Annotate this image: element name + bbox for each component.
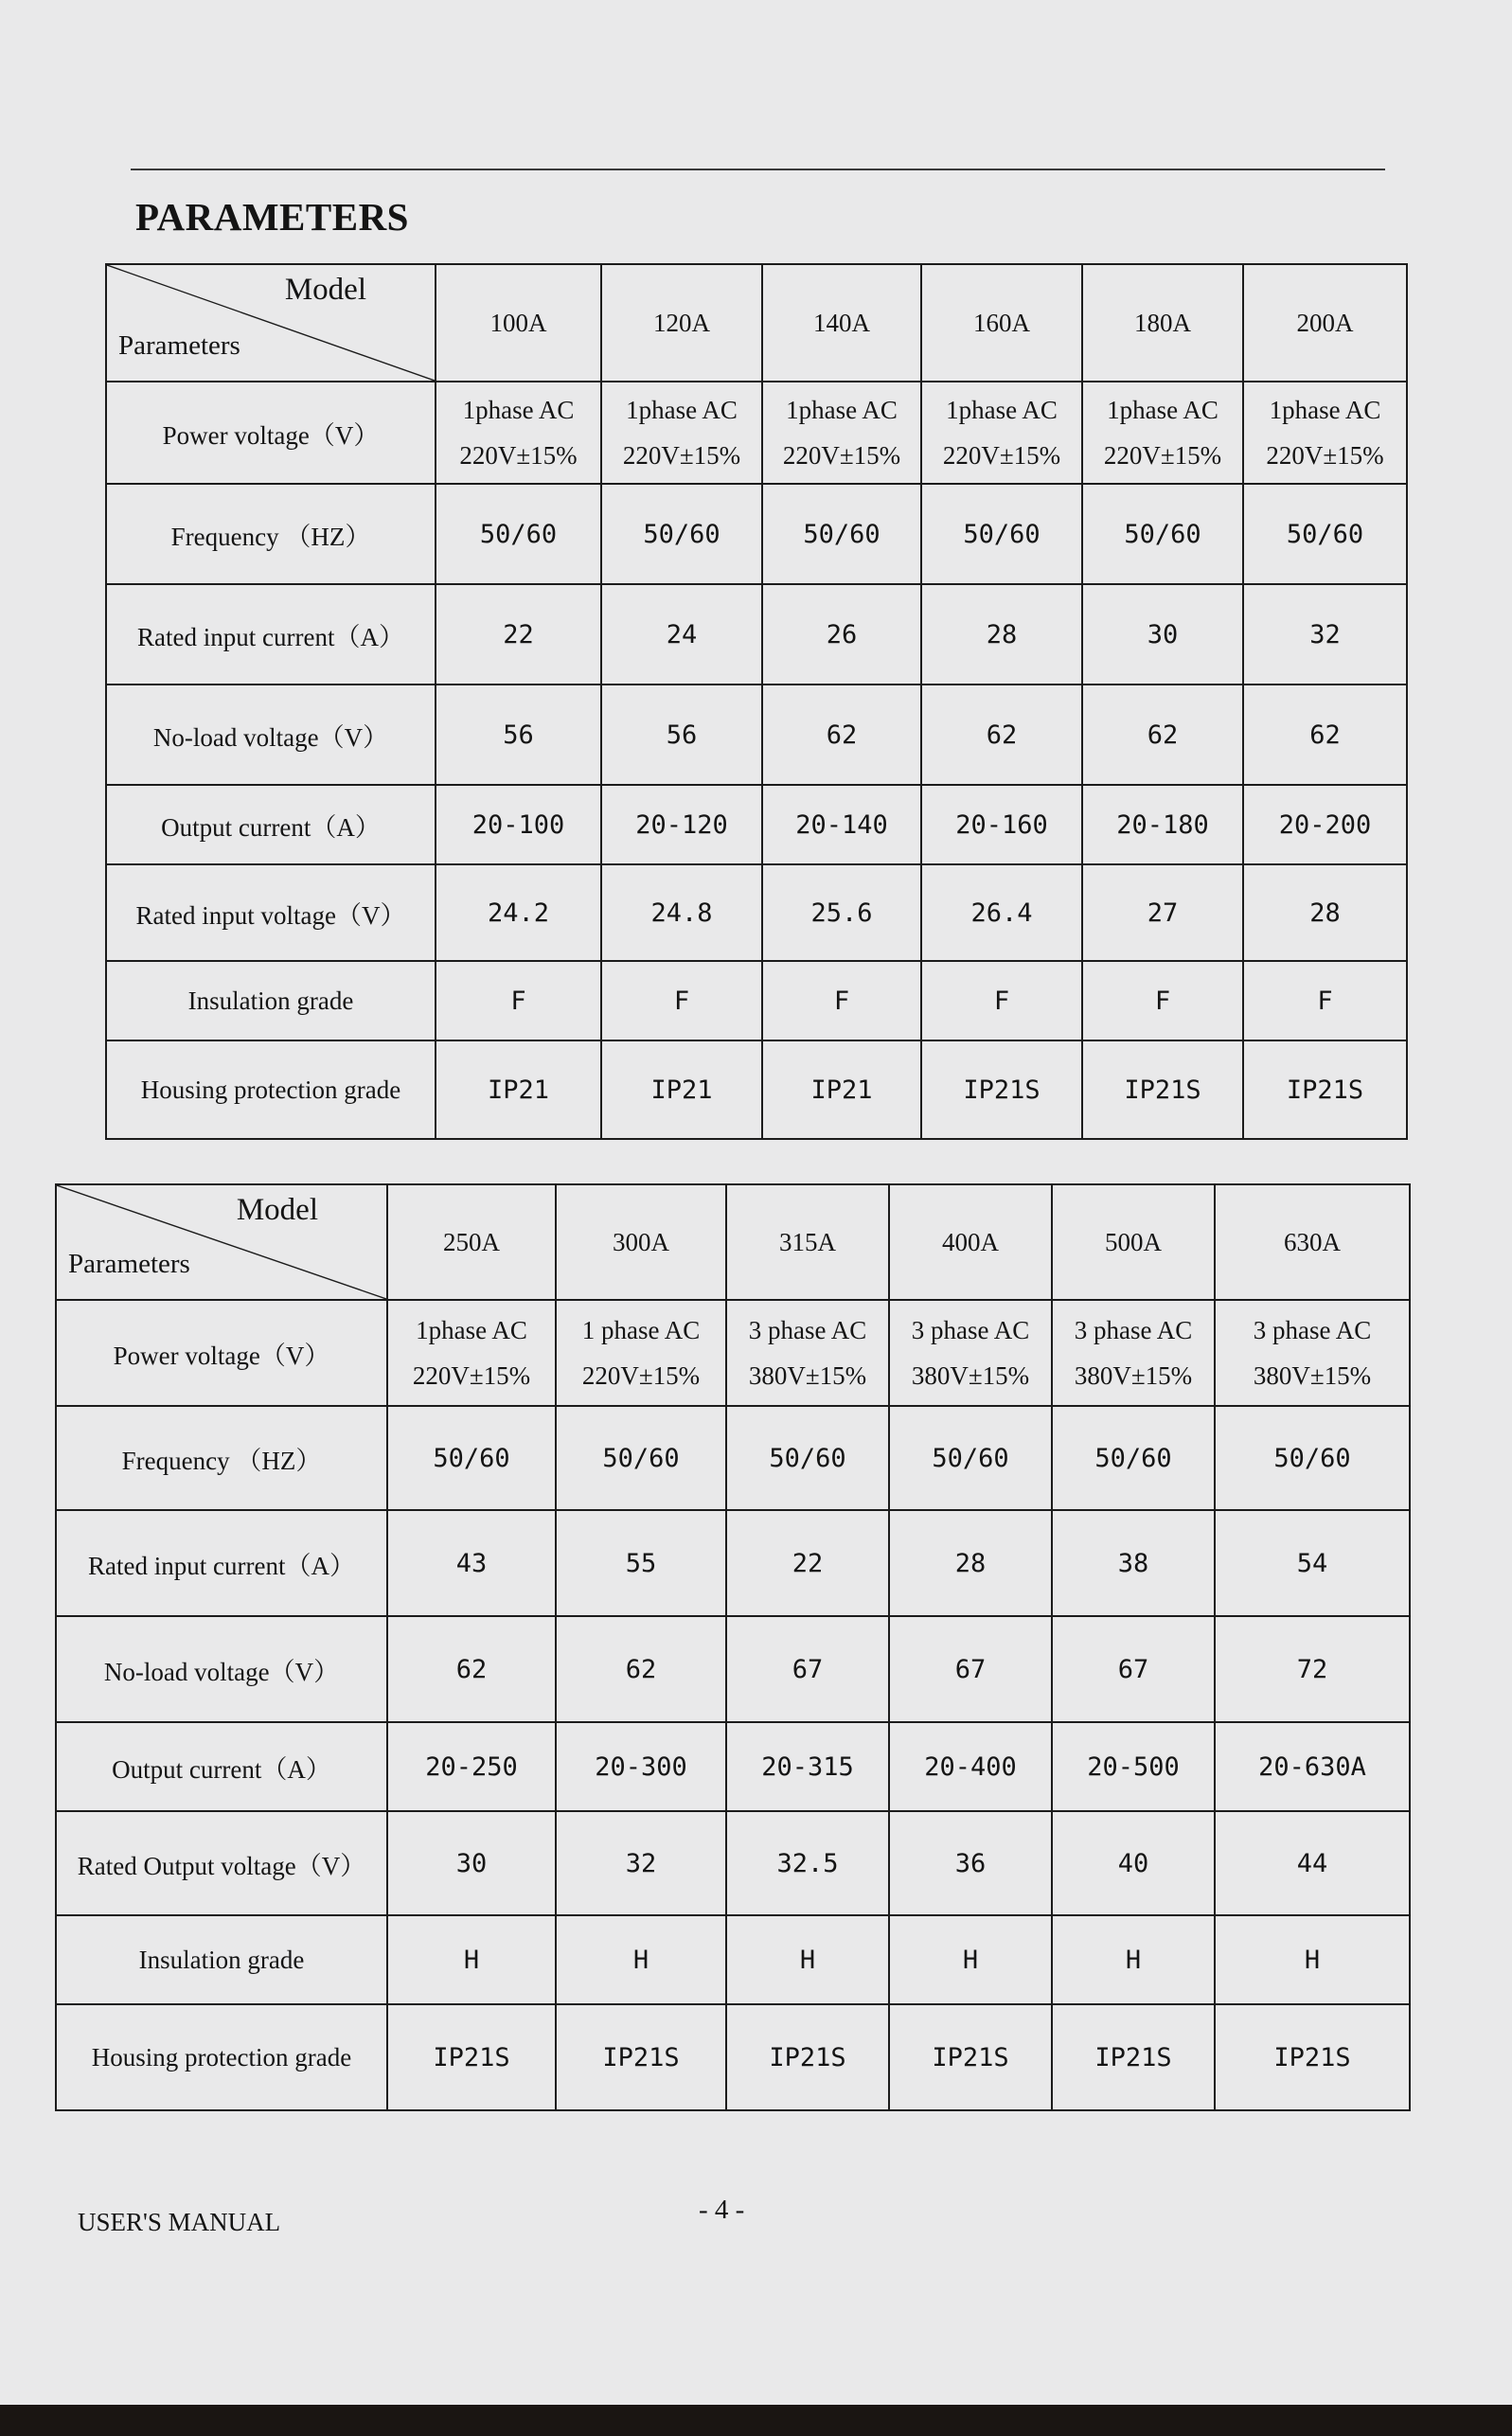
table-row bbox=[56, 1300, 1410, 1406]
phase-text: 1phase AC bbox=[1107, 395, 1218, 424]
power-voltage-cell bbox=[556, 1300, 726, 1406]
value-cell: 67 bbox=[1052, 1616, 1215, 1722]
model-header-cell: 500A bbox=[1052, 1184, 1215, 1300]
row-label-cell: Insulation grade bbox=[106, 961, 436, 1040]
header-corner-cell bbox=[56, 1184, 387, 1300]
phase-text: 1phase AC bbox=[626, 395, 738, 424]
value-cell: 32.5 bbox=[726, 1811, 889, 1915]
value-cell: 67 bbox=[889, 1616, 1052, 1722]
table-row bbox=[56, 1616, 1410, 1722]
model-header-cell: 300A bbox=[556, 1184, 726, 1300]
row-label-cell: No-load voltage（V） bbox=[106, 685, 436, 785]
value-cell: F bbox=[1082, 961, 1243, 1040]
table-row bbox=[106, 785, 1407, 864]
footer-manual-label: USER'S MANUAL bbox=[78, 2208, 281, 2236]
phase-text: 1phase AC bbox=[946, 395, 1058, 424]
voltage-range-text: 220V±15% bbox=[942, 441, 1061, 470]
value-cell: H bbox=[889, 1915, 1052, 2004]
header-row bbox=[106, 264, 1407, 382]
value-cell: IP21S bbox=[1052, 2004, 1215, 2110]
parameters-table-1 bbox=[105, 263, 1408, 1140]
voltage-range-text: 220V±15% bbox=[412, 1361, 531, 1390]
value-cell: 26.4 bbox=[921, 864, 1082, 961]
power-voltage-cell bbox=[889, 1300, 1052, 1406]
model-header-cell: 120A bbox=[601, 264, 762, 382]
header-model-label: Model bbox=[284, 273, 366, 307]
table-row bbox=[106, 864, 1407, 961]
footer-page-number: - 4 - bbox=[699, 2195, 745, 2225]
model-header-cell: 140A bbox=[762, 264, 921, 382]
row-label-cell: No-load voltage（V） bbox=[56, 1616, 387, 1722]
voltage-range-text: 380V±15% bbox=[1253, 1361, 1372, 1390]
diagonal-divider bbox=[107, 265, 435, 381]
value-cell: H bbox=[1215, 1915, 1410, 2004]
value-cell: IP21S bbox=[889, 2004, 1052, 2110]
value-cell: 32 bbox=[556, 1811, 726, 1915]
value-cell: 25.6 bbox=[762, 864, 921, 961]
value-cell: F bbox=[1243, 961, 1407, 1040]
power-voltage-cell bbox=[921, 382, 1082, 484]
header-corner-cell bbox=[106, 264, 436, 382]
value-cell: H bbox=[556, 1915, 726, 2004]
phase-text: 3 phase AC bbox=[748, 1315, 867, 1344]
value-cell: 20-120 bbox=[601, 785, 762, 864]
table-row bbox=[56, 1406, 1410, 1510]
value-cell: 20-140 bbox=[762, 785, 921, 864]
value-cell: 50/60 bbox=[556, 1406, 726, 1510]
power-voltage-cell bbox=[726, 1300, 889, 1406]
value-cell: 62 bbox=[556, 1616, 726, 1722]
value-cell: IP21S bbox=[1215, 2004, 1410, 2110]
model-header-cell: 250A bbox=[387, 1184, 556, 1300]
phase-text: 1phase AC bbox=[462, 395, 575, 424]
value-cell: F bbox=[601, 961, 762, 1040]
value-cell: 50/60 bbox=[726, 1406, 889, 1510]
value-cell: 20-315 bbox=[726, 1722, 889, 1811]
value-cell: IP21S bbox=[556, 2004, 726, 2110]
power-voltage-cell bbox=[436, 382, 601, 484]
table-row bbox=[56, 1811, 1410, 1915]
table-row bbox=[56, 1510, 1410, 1616]
header-parameters-label: Parameters bbox=[68, 1249, 190, 1279]
value-cell: 36 bbox=[889, 1811, 1052, 1915]
row-label-cell: Output current（A） bbox=[106, 785, 436, 864]
row-label-cell: Frequency （HZ） bbox=[56, 1406, 387, 1510]
power-voltage-cell bbox=[1052, 1300, 1215, 1406]
value-cell: 22 bbox=[436, 584, 601, 685]
value-cell: 28 bbox=[889, 1510, 1052, 1616]
row-label-cell: Insulation grade bbox=[56, 1915, 387, 2004]
voltage-range-text: 220V±15% bbox=[1266, 441, 1384, 470]
top-rule bbox=[131, 169, 1385, 170]
value-cell: 55 bbox=[556, 1510, 726, 1616]
phase-text: 3 phase AC bbox=[1074, 1315, 1193, 1344]
value-cell: H bbox=[387, 1915, 556, 2004]
value-cell: IP21S bbox=[387, 2004, 556, 2110]
value-cell: 20-300 bbox=[556, 1722, 726, 1811]
value-cell: 27 bbox=[1082, 864, 1243, 961]
row-label-cell: Housing protection grade bbox=[56, 2004, 387, 2110]
value-cell: 30 bbox=[387, 1811, 556, 1915]
row-label-cell: Output current（A） bbox=[56, 1722, 387, 1811]
value-cell: 28 bbox=[1243, 864, 1407, 961]
phase-text: 1phase AC bbox=[786, 395, 898, 424]
value-cell: F bbox=[921, 961, 1082, 1040]
value-cell: 22 bbox=[726, 1510, 889, 1616]
value-cell: 30 bbox=[1082, 584, 1243, 685]
value-cell: 20-630A bbox=[1215, 1722, 1410, 1811]
value-cell: 24 bbox=[601, 584, 762, 685]
value-cell: 44 bbox=[1215, 1811, 1410, 1915]
value-cell: 20-500 bbox=[1052, 1722, 1215, 1811]
parameters-table-2 bbox=[55, 1183, 1411, 2111]
value-cell: IP21S bbox=[1082, 1040, 1243, 1139]
value-cell: 62 bbox=[762, 685, 921, 785]
table-row bbox=[56, 2004, 1410, 2110]
phase-text: 3 phase AC bbox=[1253, 1315, 1372, 1344]
model-header-cell: 315A bbox=[726, 1184, 889, 1300]
value-cell: 50/60 bbox=[601, 484, 762, 584]
value-cell: 54 bbox=[1215, 1510, 1410, 1616]
value-cell: 50/60 bbox=[436, 484, 601, 584]
power-voltage-cell bbox=[1215, 1300, 1410, 1406]
phase-text: 1phase AC bbox=[416, 1315, 527, 1344]
value-cell: 24.8 bbox=[601, 864, 762, 961]
value-cell: 20-400 bbox=[889, 1722, 1052, 1811]
power-voltage-cell bbox=[1082, 382, 1243, 484]
value-cell: 20-200 bbox=[1243, 785, 1407, 864]
row-label-cell: Rated input voltage（V） bbox=[106, 864, 436, 961]
page-title: PARAMETERS bbox=[135, 195, 409, 239]
power-voltage-cell bbox=[601, 382, 762, 484]
value-cell: 20-250 bbox=[387, 1722, 556, 1811]
model-header-cell: 180A bbox=[1082, 264, 1243, 382]
table-row bbox=[56, 1915, 1410, 2004]
value-cell: 50/60 bbox=[1243, 484, 1407, 584]
value-cell: 67 bbox=[726, 1616, 889, 1722]
value-cell: IP21S bbox=[921, 1040, 1082, 1139]
diagonal-divider bbox=[57, 1185, 386, 1299]
value-cell: 28 bbox=[921, 584, 1082, 685]
value-cell: 56 bbox=[601, 685, 762, 785]
value-cell: 50/60 bbox=[1052, 1406, 1215, 1510]
voltage-range-text: 220V±15% bbox=[782, 441, 901, 470]
value-cell: 43 bbox=[387, 1510, 556, 1616]
value-cell: 32 bbox=[1243, 584, 1407, 685]
value-cell: 24.2 bbox=[436, 864, 601, 961]
value-cell: 62 bbox=[1082, 685, 1243, 785]
value-cell: H bbox=[1052, 1915, 1215, 2004]
model-header-cell: 100A bbox=[436, 264, 601, 382]
table-row bbox=[106, 382, 1407, 484]
voltage-range-text: 380V±15% bbox=[748, 1361, 867, 1390]
value-cell: IP21S bbox=[1243, 1040, 1407, 1139]
value-cell: IP21 bbox=[762, 1040, 921, 1139]
header-row bbox=[56, 1184, 1410, 1300]
row-label-cell: Rated input current（A） bbox=[106, 584, 436, 685]
table-row bbox=[106, 584, 1407, 685]
value-cell: 20-100 bbox=[436, 785, 601, 864]
phase-text: 1phase AC bbox=[1269, 395, 1381, 424]
value-cell: IP21 bbox=[436, 1040, 601, 1139]
voltage-range-text: 380V±15% bbox=[911, 1361, 1030, 1390]
phase-text: 1 phase AC bbox=[581, 1315, 701, 1344]
value-cell: 56 bbox=[436, 685, 601, 785]
header-model-label: Model bbox=[236, 1193, 318, 1227]
value-cell: 50/60 bbox=[889, 1406, 1052, 1510]
value-cell: 50/60 bbox=[1215, 1406, 1410, 1510]
value-cell: 62 bbox=[387, 1616, 556, 1722]
model-header-cell: 630A bbox=[1215, 1184, 1410, 1300]
voltage-range-text: 220V±15% bbox=[459, 441, 578, 470]
row-label-cell: Frequency （HZ） bbox=[106, 484, 436, 584]
value-cell: 72 bbox=[1215, 1616, 1410, 1722]
value-cell: 38 bbox=[1052, 1510, 1215, 1616]
value-cell: H bbox=[726, 1915, 889, 2004]
model-header-cell: 200A bbox=[1243, 264, 1407, 382]
value-cell: IP21 bbox=[601, 1040, 762, 1139]
value-cell: 50/60 bbox=[387, 1406, 556, 1510]
power-voltage-cell bbox=[762, 382, 921, 484]
table-row bbox=[106, 685, 1407, 785]
table-row bbox=[106, 961, 1407, 1040]
value-cell: 26 bbox=[762, 584, 921, 685]
value-cell: F bbox=[762, 961, 921, 1040]
phase-text: 3 phase AC bbox=[911, 1315, 1030, 1344]
voltage-range-text: 220V±15% bbox=[1103, 441, 1222, 470]
table-row bbox=[106, 484, 1407, 584]
value-cell: 50/60 bbox=[1082, 484, 1243, 584]
header-parameters-label: Parameters bbox=[118, 330, 240, 361]
value-cell: 62 bbox=[1243, 685, 1407, 785]
row-label-cell: Power voltage（V） bbox=[106, 382, 436, 484]
power-voltage-cell bbox=[1243, 382, 1407, 484]
value-cell: IP21S bbox=[726, 2004, 889, 2110]
voltage-range-text: 380V±15% bbox=[1074, 1361, 1193, 1390]
value-cell: 50/60 bbox=[762, 484, 921, 584]
table-row bbox=[56, 1722, 1410, 1811]
page-edge-shadow bbox=[0, 2405, 1512, 2436]
row-label-cell: Housing protection grade bbox=[106, 1040, 436, 1139]
value-cell: 20-160 bbox=[921, 785, 1082, 864]
value-cell: 20-180 bbox=[1082, 785, 1243, 864]
table-row bbox=[106, 1040, 1407, 1139]
value-cell: 62 bbox=[921, 685, 1082, 785]
model-header-cell: 160A bbox=[921, 264, 1082, 382]
row-label-cell: Rated input current（A） bbox=[56, 1510, 387, 1616]
value-cell: F bbox=[436, 961, 601, 1040]
voltage-range-text: 220V±15% bbox=[581, 1361, 701, 1390]
power-voltage-cell bbox=[387, 1300, 556, 1406]
voltage-range-text: 220V±15% bbox=[622, 441, 741, 470]
row-label-cell: Rated Output voltage（V） bbox=[56, 1811, 387, 1915]
value-cell: 50/60 bbox=[921, 484, 1082, 584]
row-label-cell: Power voltage（V） bbox=[56, 1300, 387, 1406]
model-header-cell: 400A bbox=[889, 1184, 1052, 1300]
value-cell: 40 bbox=[1052, 1811, 1215, 1915]
